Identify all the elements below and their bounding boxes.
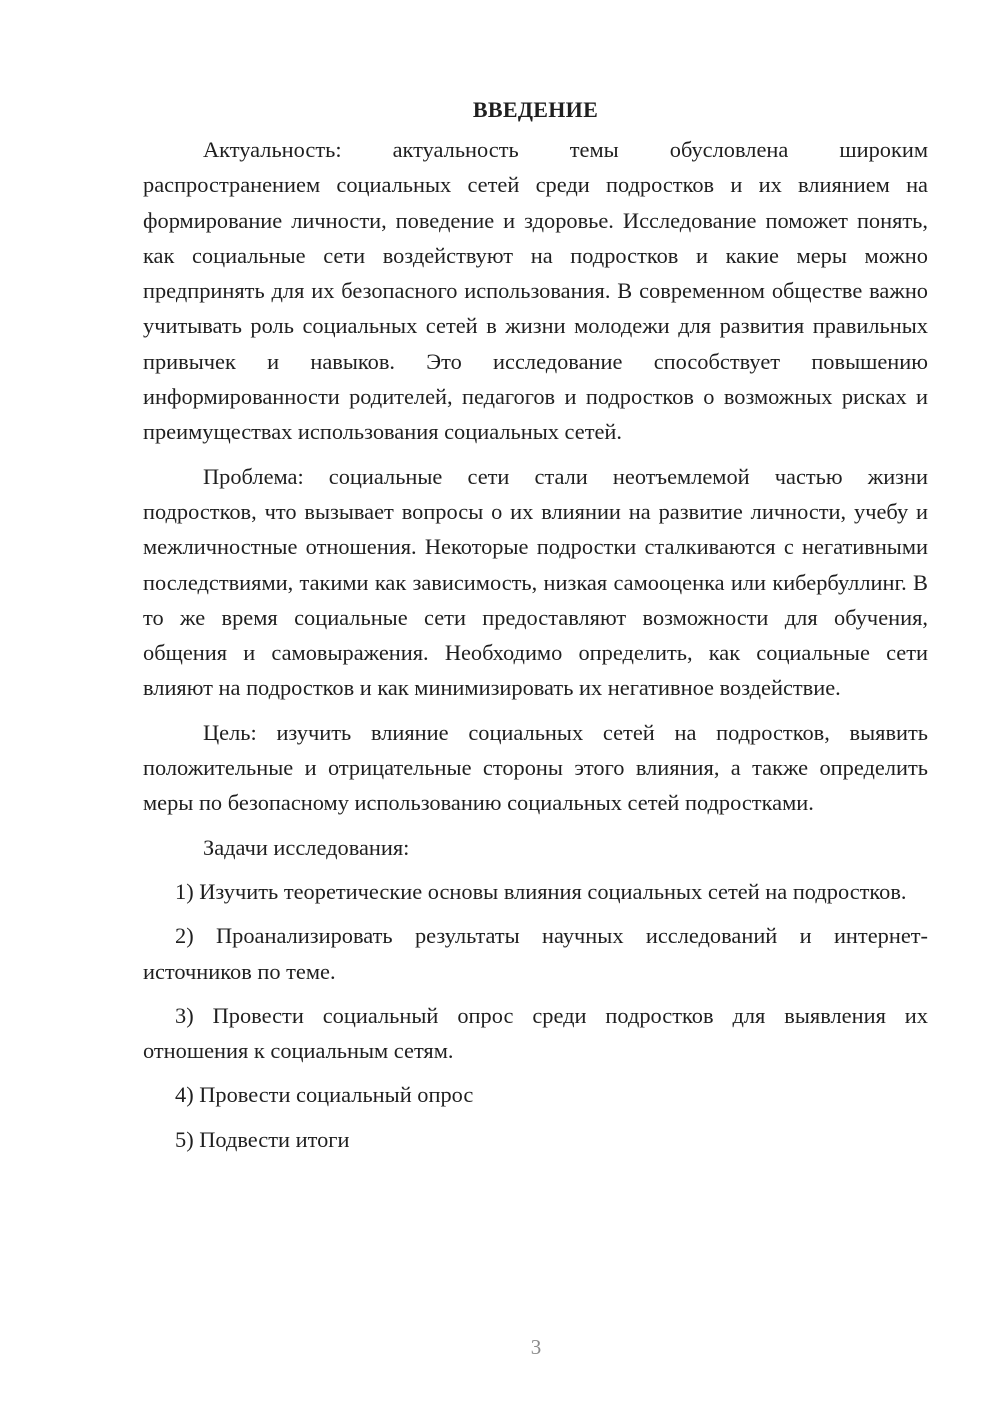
task-item: 3) Провести социальный опрос среди подростков для выявления их отношения к социальным сетям. [143, 1002, 928, 1064]
goal-paragraph: Цель: изучить влияние социальных сетей на подростков, выявить положительные и отрицательные стороны этого влияния, а также определить меры по безопасному использованию социальных сетей подростками. [143, 719, 928, 816]
tasks-title: Задачи исследования: [203, 834, 410, 860]
relevance-paragraph: Актуальность: актуальность темы обусловлена широким распространением социальных сетей среди подростков и их влиянием на формирование личности, поведение и здоровье. Исследование поможет понять, как социальные сети воздействуют на подростков и какие меры можно предпринять для их безопасного использования. В современном обществе важно учитывать роль социальных сетей в жизни молодежи для развития правильных привычек и навыков. Это исследование способствует повышению информированности родителей, педагогов и подростков о возможных рисках и преимуществах использования социальных сетей. [143, 137, 928, 445]
task-item: 1) Изучить теоретические основы влияния социальных сетей на подростков. [175, 878, 907, 904]
page-number: 3 [530, 1335, 542, 1359]
section-heading: ВВЕДЕНИЕ [472, 97, 599, 122]
text-column [143, 92, 928, 1166]
task-item: 4) Провести социальный опрос [175, 1082, 474, 1108]
task-item: 2) Проанализировать результаты научных исследований и интернет-источников по теме. [143, 923, 928, 984]
task-item: 5) Подвести итоги [175, 1126, 350, 1152]
problem-paragraph: Проблема: социальные сети стали неотъемлемой частью жизни подростков, что вызывает вопросы о их влиянии на развитие личности, учебу и межличностные отношения. Некоторые подростки сталкиваются с негативными последствиями, такими как зависимость, низкая самооценка или кибербуллинг. В то же время социальные сети предоставляют возможности для обучения, общения и самовыражения. Необходимо определить, как социальные сети влияют на подростков и как минимизировать их негативное воздействие. [143, 463, 928, 701]
tasks-list [143, 874, 928, 1157]
